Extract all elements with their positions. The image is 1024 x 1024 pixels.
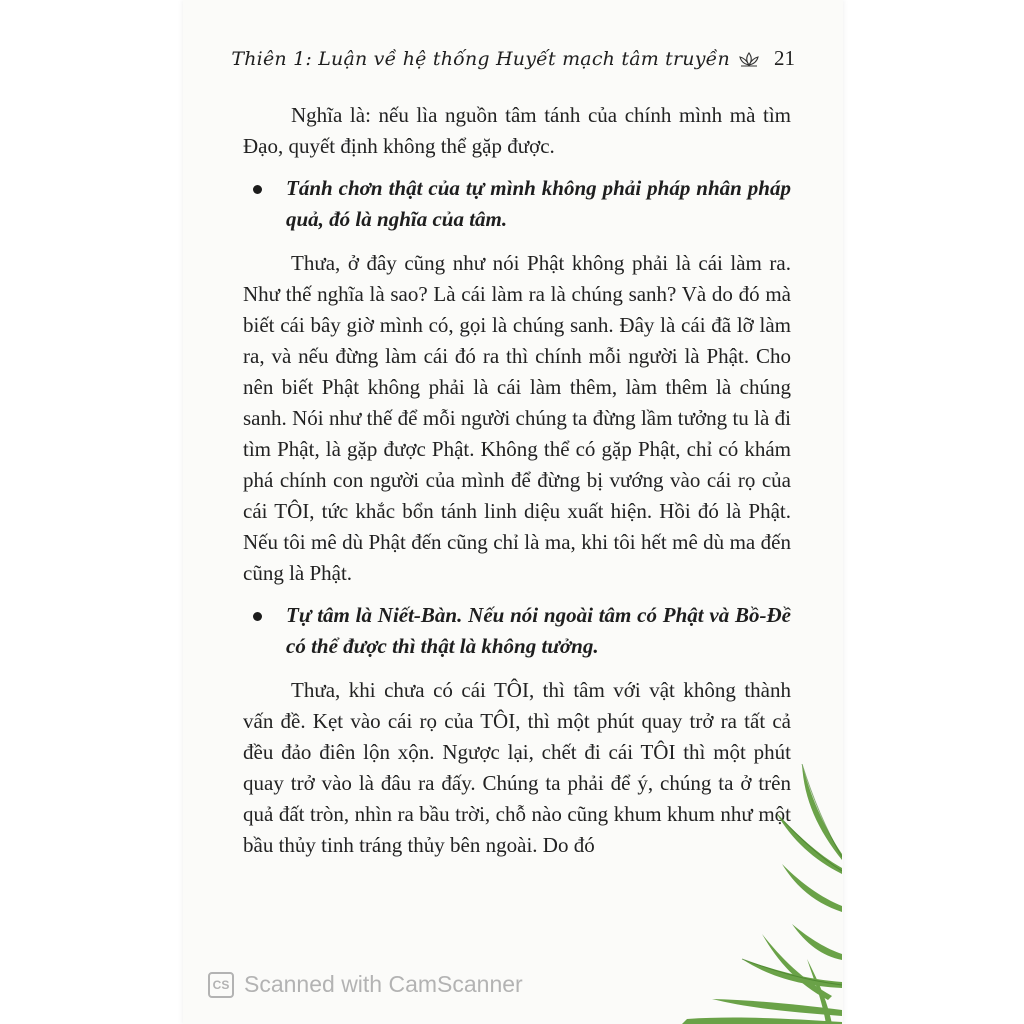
running-title: Thiên 1: Luận về hệ thống Huyết mạch tâm truyền [231, 47, 730, 70]
bullet-dot-icon [253, 612, 262, 621]
paragraph-2: Thưa, ở đây cũng như nói Phật không phải là cái làm ra. Như thế nghĩa là sao? Là cái làm ra là chúng sanh? Và do đó mà biết cái bây giờ mình có, gọi là chúng sanh. Đây là cái đã lỡ làm ra, và nếu đừng làm cái đó ra thì chính mỗi người là Phật. Cho nên biết Phật không phải là cái làm thêm, làm thêm là chúng sanh. Nói như thế để mỗi người chúng ta đừng lầm tưởng tu là đi tìm Phật, là gặp được Phật. Không thể có gặp Phật, chỉ có khám phá chính con người của mình để đừng bị vướng vào cái rọ của cái TÔI, tức khắc bổn tánh linh diệu xuất hiện. Hồi đó là Phật. Nếu tôi mê dù Phật đến cũng chỉ là ma, khi tôi hết mê dù ma đến cũng là Phật. [243, 251, 791, 585]
watermark-text: Scanned with CamScanner [244, 971, 523, 997]
bullet-dot-icon [253, 185, 262, 194]
lotus-icon [738, 51, 760, 67]
page-number: 21 [774, 46, 795, 70]
bullet-2 [243, 600, 791, 662]
running-header [231, 46, 795, 71]
bullet-1 [243, 173, 791, 235]
bamboo-leaves-illustration [682, 764, 842, 1024]
bullet-2-text: Tự tâm là Niết-Bàn. Nếu nói ngoài tâm có Phật và Bồ-Đề có thể được thì thật là không tưởng. [286, 603, 791, 658]
paragraph-1: Nghĩa là: nếu lìa nguồn tâm tánh của chính mình mà tìm Đạo, quyết định không thể gặp được. [243, 103, 791, 158]
page-body [243, 100, 791, 872]
paragraph-3: Thưa, khi chưa có cái TÔI, thì tâm với vật không thành vấn đề. Kẹt vào cái rọ của TÔI, thì một phút quay trở ra tất cả đều đảo điên lộn xộn. Ngược lại, chết đi cái TÔI thì một phút quay trở vào là đâu ra đấy. Chúng ta phải để ý, chúng ta ở trên quả đất tròn, nhìn ra bầu trời, chỗ nào cũng khum khum như một bầu thủy tinh tráng thủy bên ngoài. Do đó [243, 678, 791, 857]
camscanner-watermark [208, 971, 523, 998]
camscanner-logo-icon: CS [208, 972, 234, 998]
bullet-1-text: Tánh chơn thật của tự mình không phải pháp nhân pháp quả, đó là nghĩa của tâm. [286, 176, 791, 231]
